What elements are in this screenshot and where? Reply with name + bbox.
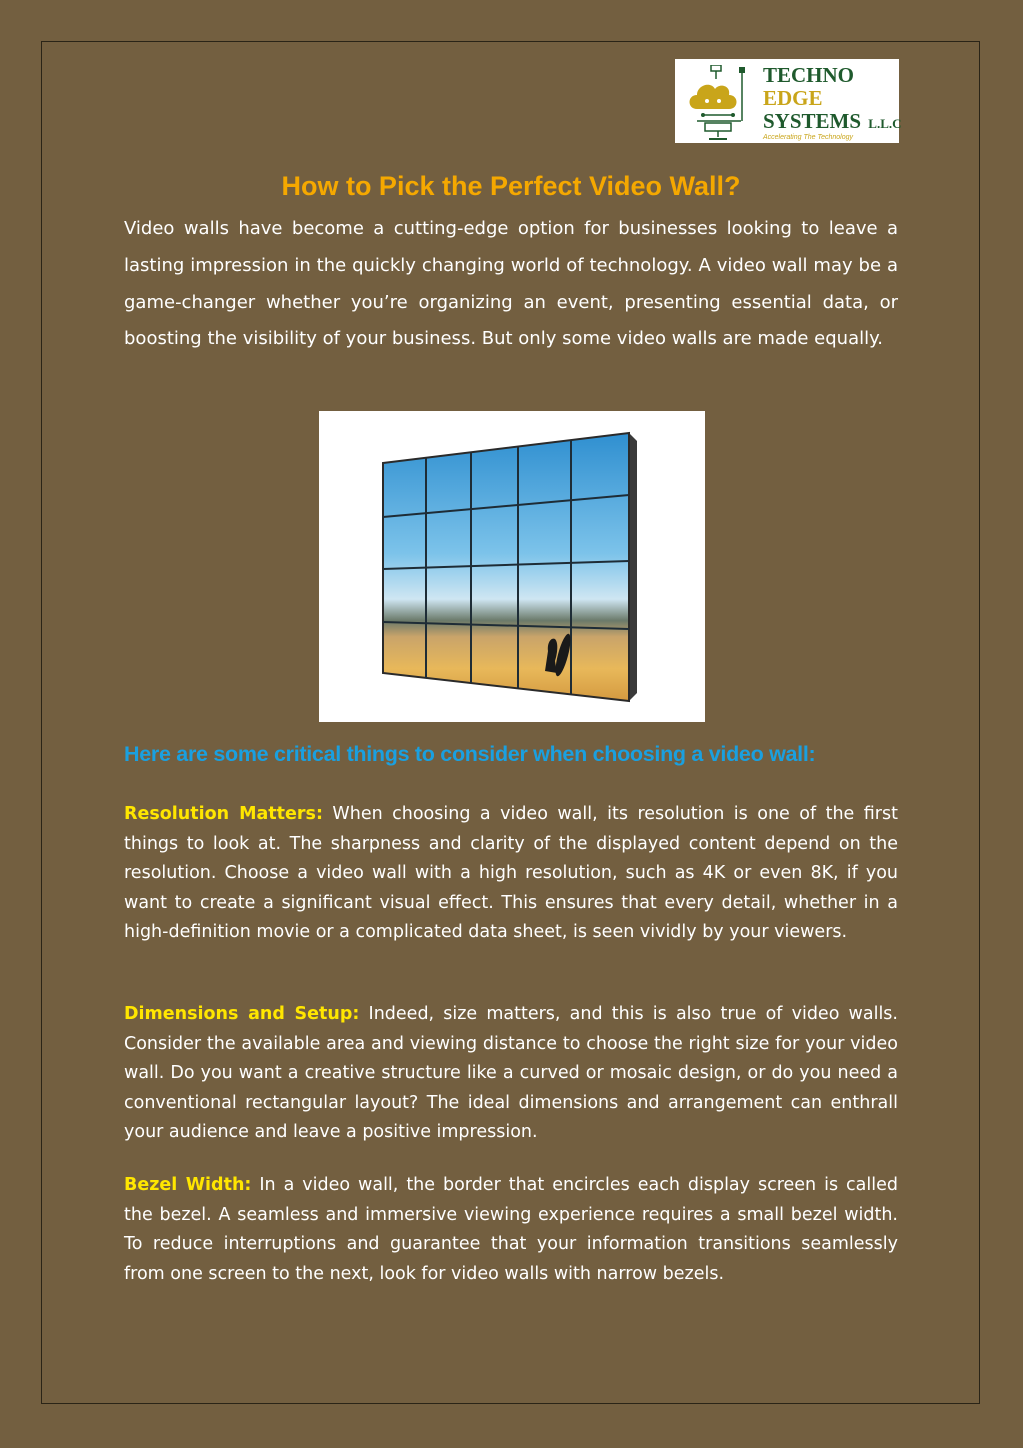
logo-line-3 bbox=[763, 110, 902, 135]
logo-wordmark bbox=[763, 64, 902, 135]
page-title: How to Pick the Perfect Video Wall? bbox=[281, 171, 741, 201]
logo-tagline: Accelerating The Technology bbox=[763, 134, 854, 141]
video-wall-illustration bbox=[319, 411, 705, 722]
section-heading-dimensions: Dimensions and Setup: bbox=[124, 1004, 360, 1024]
logo-line-2: EDGE bbox=[763, 86, 823, 110]
section-heading-bezel: Bezel Width: bbox=[124, 1175, 252, 1195]
cloud-network-icon bbox=[683, 65, 755, 141]
considerations-heading: Here are some critical things to consider when choosing a video wall: bbox=[124, 742, 816, 766]
hero-image bbox=[319, 411, 705, 722]
section-body-dimensions: Indeed, size matters, and this is also true of video walls. Consider the available area and viewing distance to choose the right size for your video wall. Do you want a creative structure like a curved or mosaic design, or do you need a conventional rectangular layout? The ideal dimensions and arrangement can enthrall your audience and leave a positive impression. bbox=[124, 1004, 898, 1143]
wall-side-edge bbox=[629, 433, 637, 701]
logo-llc: L.L.C bbox=[868, 116, 902, 131]
logo-systems: SYSTEMS bbox=[763, 109, 862, 133]
logo-line-1: TECHNO bbox=[763, 63, 855, 87]
section-body-bezel: In a video wall, the border that encircles each display screen is called the bezel. A seamless and immersive viewing experience requires a small bezel width. To reduce interruptions and guarantee that your information transitions seamlessly from one screen to the next, look for video walls with narrow bezels. bbox=[124, 1175, 898, 1284]
section-bezel bbox=[124, 1171, 898, 1289]
section-resolution bbox=[124, 800, 898, 948]
intro-paragraph: Video walls have become a cutting-edge option for businesses looking to leave a lasting impression in the quickly changing world of technology. A video wall may be a game-changer whether you’re organizing an event, presenting essential data, or boosting the visibility of your business. But only some video walls are made equally. bbox=[124, 218, 898, 350]
section-body-resolution: When choosing a video wall, its resolution is one of the first things to look at. The sharpness and clarity of the displayed content depend on the resolution. Choose a video wall with a high resolution, such as 4K or even 8K, if you want to create a significant visual effect. This ensures that every detail, whether in a high-definition movie or a complicated data sheet, is seen vividly by your viewers. bbox=[124, 804, 898, 943]
section-dimensions bbox=[124, 1000, 898, 1148]
section-heading-resolution: Resolution Matters: bbox=[124, 804, 323, 824]
company-logo bbox=[675, 59, 902, 143]
